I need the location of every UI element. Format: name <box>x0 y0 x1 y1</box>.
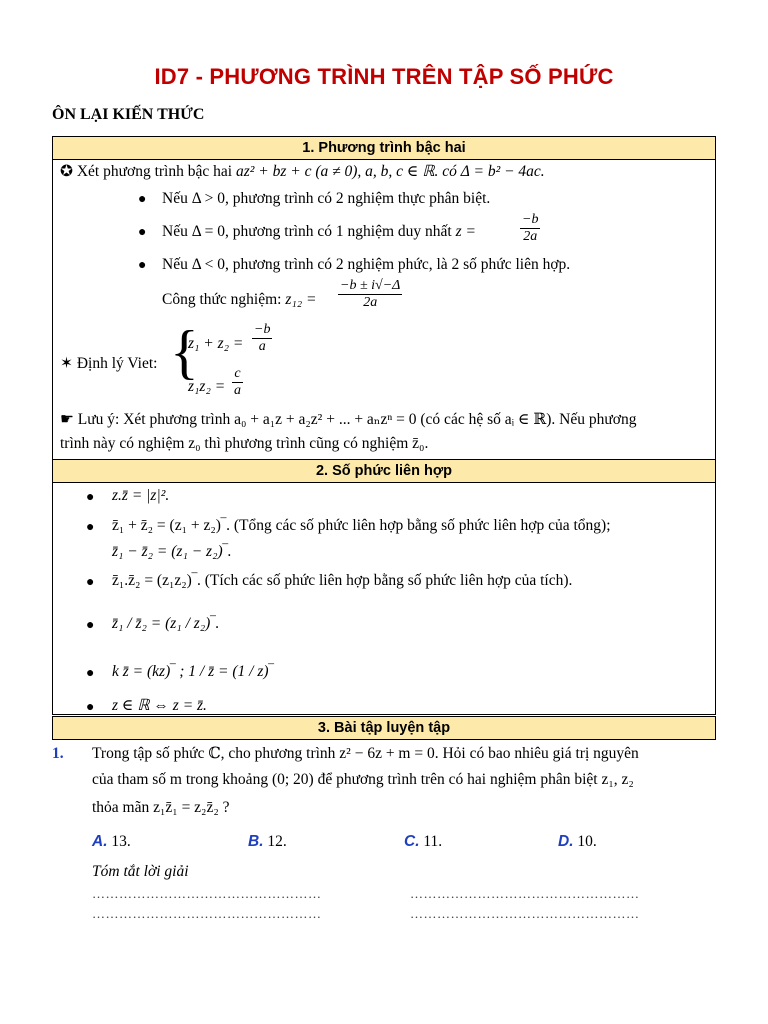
option-b[interactable]: B. 12. <box>248 833 287 850</box>
case-2-fraction: $\frac{-b}{2a}$ <box>522 212 539 244</box>
case-3: Nếu Δ < 0, phương trình có 2 nghiệm phức, là 2 số phức liên hợp. <box>162 256 571 273</box>
note-line-2: trình này có nghiệm z₀ thì phương trình cũng có nghiệm z̄₀. <box>60 435 429 452</box>
case-1: Nếu Δ > 0, phương trình có 2 nghiệm thực phân biệt. <box>162 190 491 207</box>
bullet-icon: ● <box>138 192 147 207</box>
option-a[interactable]: A. 13. <box>92 833 131 850</box>
intro-line: ✪ Xét phương trình bậc hai az² + bz + c (a ≠ 0), a, b, c ∈ ℝ. có Δ = b² − 4ac. <box>60 163 545 180</box>
section-3-box <box>52 716 716 740</box>
answer-line[interactable]: …………………………………………… <box>410 906 640 921</box>
viet-eq-2-fraction: $\frac{c}{a}$ <box>234 366 241 398</box>
solution-label: Tóm tắt lời giải <box>92 863 189 880</box>
section-subtitle: ÔN LẠI KIẾN THỨC <box>52 106 205 123</box>
page-title: ID7 - PHƯƠNG TRÌNH TRÊN TẬP SỐ PHỨC <box>154 64 614 89</box>
viet-eq-1-fraction: $\frac{-b}{a}$ <box>254 322 271 354</box>
brace-icon: { <box>170 319 199 385</box>
conj-item-4: z̄₁ / z̄₂ = (z₁ / z₂)‾. <box>112 615 220 632</box>
bullet-icon: ● <box>86 575 95 590</box>
conj-item-3: z̄₁.z̄₂ = (z₁z₂)‾. (Tích các số phức liên hợp bằng số phức liên hợp của tích). <box>112 572 573 589</box>
bullet-icon: ● <box>86 490 95 505</box>
conj-item-2b: z̄₁ − z̄₂ = (z₁ − z₂)‾. <box>112 543 232 560</box>
bullet-icon: ● <box>86 700 95 715</box>
option-d[interactable]: D. 10. <box>558 833 597 850</box>
conj-item-6: z ∈ ℝ ⇔ z = z̄. <box>112 697 207 714</box>
bullet-icon: ● <box>86 666 95 681</box>
note-line-1: ☛ Lưu ý: Xét phương trình a₀ + a₁z + a₂z² + ... + aₙzⁿ = 0 (có các hệ số aᵢ ∈ ℝ). Nếu phương <box>60 411 637 428</box>
section-2-header: 2. Số phức liên hợp <box>53 460 715 483</box>
question-line-3: thỏa mãn z₁z̄₁ = z₂z̄₂ ? <box>92 799 230 816</box>
answer-line[interactable]: …………………………………………… <box>92 906 322 921</box>
formula-line: Công thức nghiệm: z₁₂ = <box>162 291 317 308</box>
section-1-header: 1. Phương trình bậc hai <box>53 137 715 160</box>
bullet-icon: ● <box>138 225 147 240</box>
viet-label: ✶ Định lý Viet: <box>60 355 158 372</box>
conj-item-1: z.z̄ = |z|². <box>112 487 170 504</box>
answer-line[interactable]: …………………………………………… <box>92 886 322 901</box>
formula-fraction: $\frac{-b \pm i√-\Delta}{2a}$ <box>340 278 401 310</box>
question-number: 1. <box>52 745 64 762</box>
case-2: Nếu Δ = 0, phương trình có 1 nghiệm duy nhất z = <box>162 223 476 240</box>
bullet-icon: ● <box>86 520 95 535</box>
bullet-icon: ● <box>138 258 147 273</box>
viet-eq-1: z₁ + z₂ = <box>188 335 244 352</box>
section-3-header: 3. Bài tập luyện tập <box>53 717 715 739</box>
question-line-2: của tham số m trong khoảng (0; 20) để phương trình trên có hai nghiệm phân biệt z₁, z₂ <box>92 771 634 788</box>
option-c[interactable]: C. 11. <box>404 833 443 850</box>
bullet-icon: ● <box>86 618 95 633</box>
viet-eq-2: z₁z₂ = <box>188 378 226 395</box>
hand-pointer-icon: ☛ <box>60 411 74 428</box>
conj-item-2a: z̄₁ + z̄₂ = (z₁ + z₂)‾. (Tổng các số phức liên hợp bằng số phức liên hợp của tổng); <box>112 517 611 534</box>
conj-item-5: k z̄ = (kz)‾ ; 1 / z̄ = (1 / z)‾ <box>112 663 274 680</box>
answer-line[interactable]: …………………………………………… <box>410 886 640 901</box>
question-line-1: Trong tập số phức ℂ, cho phương trình z² − 6z + m = 0. Hỏi có bao nhiêu giá trị nguyên <box>92 745 639 762</box>
